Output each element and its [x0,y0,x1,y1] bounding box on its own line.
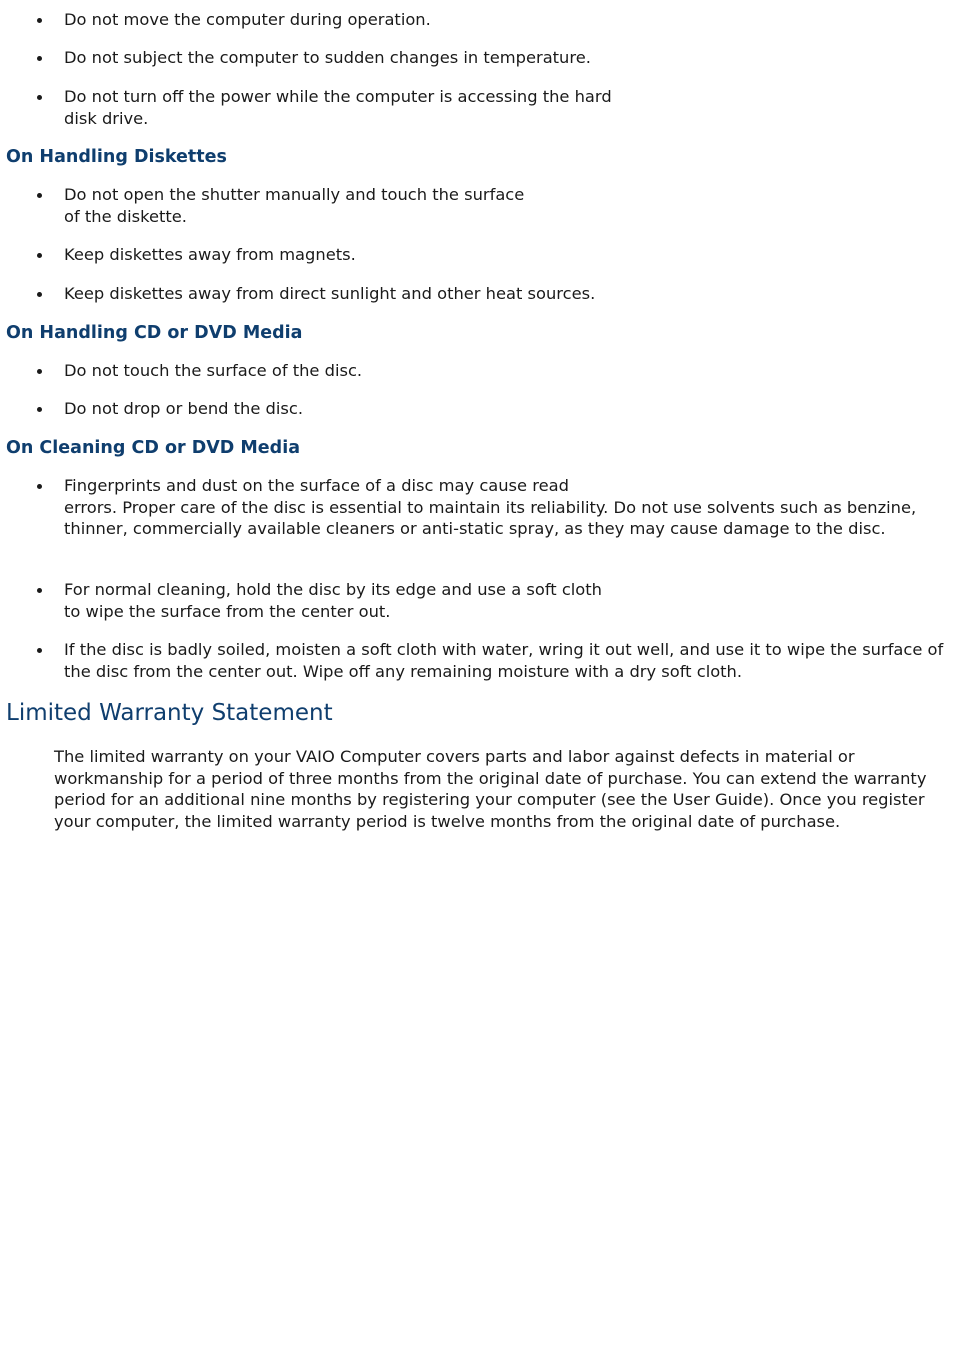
list-item: For normal cleaning, hold the disc by its edge and use a soft cloth to wipe the surface from the center out. [64,579,944,622]
list-item: Do not touch the surface of the disc. [64,360,944,382]
heading-handling-cd-dvd: On Handling CD or DVD Media [6,323,303,343]
list-item: Do not turn off the power while the computer is accessing the hard disk drive. [64,86,944,129]
list-item: If the disc is badly soiled, moisten a soft cloth with water, wring it out well, and use it to wipe the surface of the disc from the center out. Wipe off any remaining moisture with a dry soft cloth. [64,640,944,681]
warranty-paragraph: The limited warranty on your VAIO Computer covers parts and labor against defects in material or workmanship for a period of three months from the original date of purchase. You can extend the warranty period for an additional nine months by registering your computer (see the User Guide). Once you register your computer, the limited warranty period is twelve months from the original date of purchase. [54,747,927,832]
heading-handling-diskettes: On Handling Diskettes [6,147,227,167]
list-item: Do not move the computer during operation. [64,9,944,31]
list-item: Do not subject the computer to sudden changes in temperature. [64,47,944,69]
list-item: Do not open the shutter manually and touch the surface of the diskette. [64,184,944,227]
heading-cleaning-cd-dvd: On Cleaning CD or DVD Media [6,438,300,458]
list-item: Keep diskettes away from direct sunlight and other heat sources. [64,283,944,305]
heading-limited-warranty: Limited Warranty Statement [6,700,333,726]
list-item: Fingerprints and dust on the surface of a disc may cause read errors. Proper care of the disc is essential to maintain its reliability. Do not use solvents such as benzine, thinner, commercially available cleaners or anti-static spray, as they may cause damage to the disc. [64,475,944,540]
list-item: Keep diskettes away from magnets. [64,244,944,266]
list-item: Do not drop or bend the disc. [64,398,944,420]
